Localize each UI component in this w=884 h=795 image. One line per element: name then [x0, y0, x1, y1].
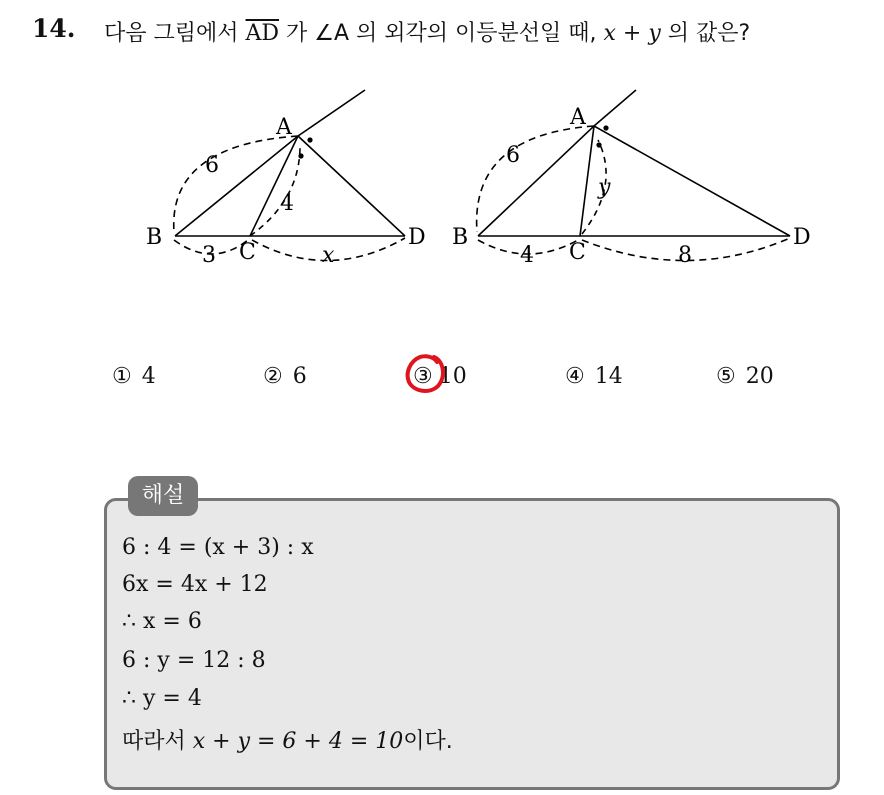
- solution-line-3: ∴ x = 6: [122, 609, 202, 634]
- fig1-angle-dot-2: [298, 153, 303, 158]
- question-text-post: 의 값은?: [660, 21, 751, 46]
- question-number: 14.: [32, 14, 76, 43]
- solution-badge: 해설: [128, 476, 198, 516]
- fig2-ext-line: [594, 90, 636, 126]
- question-text-mid: 가 ∠A 의 외각의 이등분선일 때,: [279, 21, 604, 46]
- fig2-len-bc: 4: [520, 243, 534, 268]
- fig2-len-ab: 6: [506, 143, 520, 168]
- choice-5[interactable]: [716, 364, 774, 389]
- fig2-angle-dot-1: [603, 125, 608, 130]
- fig1-label-c: C: [239, 240, 256, 265]
- question-text-pre: 다음 그림에서: [104, 21, 246, 46]
- solution-line-final: [122, 724, 453, 755]
- choice-2-value: 6: [292, 364, 307, 389]
- choice-3-value: 10: [438, 364, 467, 389]
- fig1-len-ab: 6: [205, 153, 219, 178]
- fig1-len-bc: 3: [202, 243, 216, 268]
- segment-ad: $\overline{AD}$: [245, 21, 280, 46]
- fig2-len-ac: y: [598, 175, 611, 200]
- fig2-len-cd: 8: [678, 243, 692, 268]
- fig1-ext-line: [298, 90, 365, 136]
- fig1-label-b: B: [146, 225, 163, 250]
- solution-line-4: 6 : y = 12 : 8: [122, 648, 266, 673]
- choice-2-mark: ②: [263, 364, 283, 389]
- choice-1-mark: ①: [112, 364, 132, 389]
- fig2-side-ac: [580, 126, 594, 236]
- solution-line-1: 6 : 4 = (x + 3) : x: [122, 535, 314, 560]
- choice-4-value: 14: [594, 364, 623, 389]
- fig2-label-b: B: [452, 225, 469, 250]
- question-expr: x + y: [603, 21, 661, 46]
- choice-4[interactable]: [565, 364, 623, 389]
- fig1-side-ad: [298, 136, 405, 236]
- solution-final-math: x + y = 6 + 4 = 10: [192, 729, 404, 754]
- solution-line-5: ∴ y = 4: [122, 686, 202, 711]
- solution-final-ko: 따라서: [122, 729, 193, 754]
- fig1-label-a: A: [276, 115, 292, 140]
- triangle-figures: [0, 0, 884, 340]
- choice-2[interactable]: [263, 364, 307, 389]
- fig1-len-cd: x: [322, 243, 335, 268]
- fig1-side-ab: [175, 136, 298, 236]
- figure-2: [477, 90, 790, 261]
- choice-1-value: 4: [141, 364, 156, 389]
- choice-1[interactable]: [112, 364, 156, 389]
- fig2-label-a: A: [570, 105, 586, 130]
- solution-final-tail: 이다.: [403, 729, 453, 754]
- choice-5-mark: ⑤: [716, 364, 736, 389]
- fig2-label-c: C: [569, 240, 586, 265]
- choice-4-mark: ④: [565, 364, 585, 389]
- fig2-side-ab: [478, 126, 594, 236]
- fig2-label-d: D: [793, 225, 811, 250]
- fig1-side-ac: [250, 136, 298, 236]
- choice-3-mark: ③: [413, 364, 433, 389]
- fig1-angle-dot-1: [307, 137, 312, 142]
- fig1-label-d: D: [408, 225, 426, 250]
- answer-circle-mark: [404, 351, 448, 395]
- solution-line-2: 6x = 4x + 12: [122, 572, 268, 597]
- fig1-len-ac: 4: [280, 191, 294, 216]
- fig2-side-ad: [594, 126, 790, 236]
- fig2-angle-dot-2: [596, 142, 601, 147]
- choice-5-value: 20: [745, 364, 774, 389]
